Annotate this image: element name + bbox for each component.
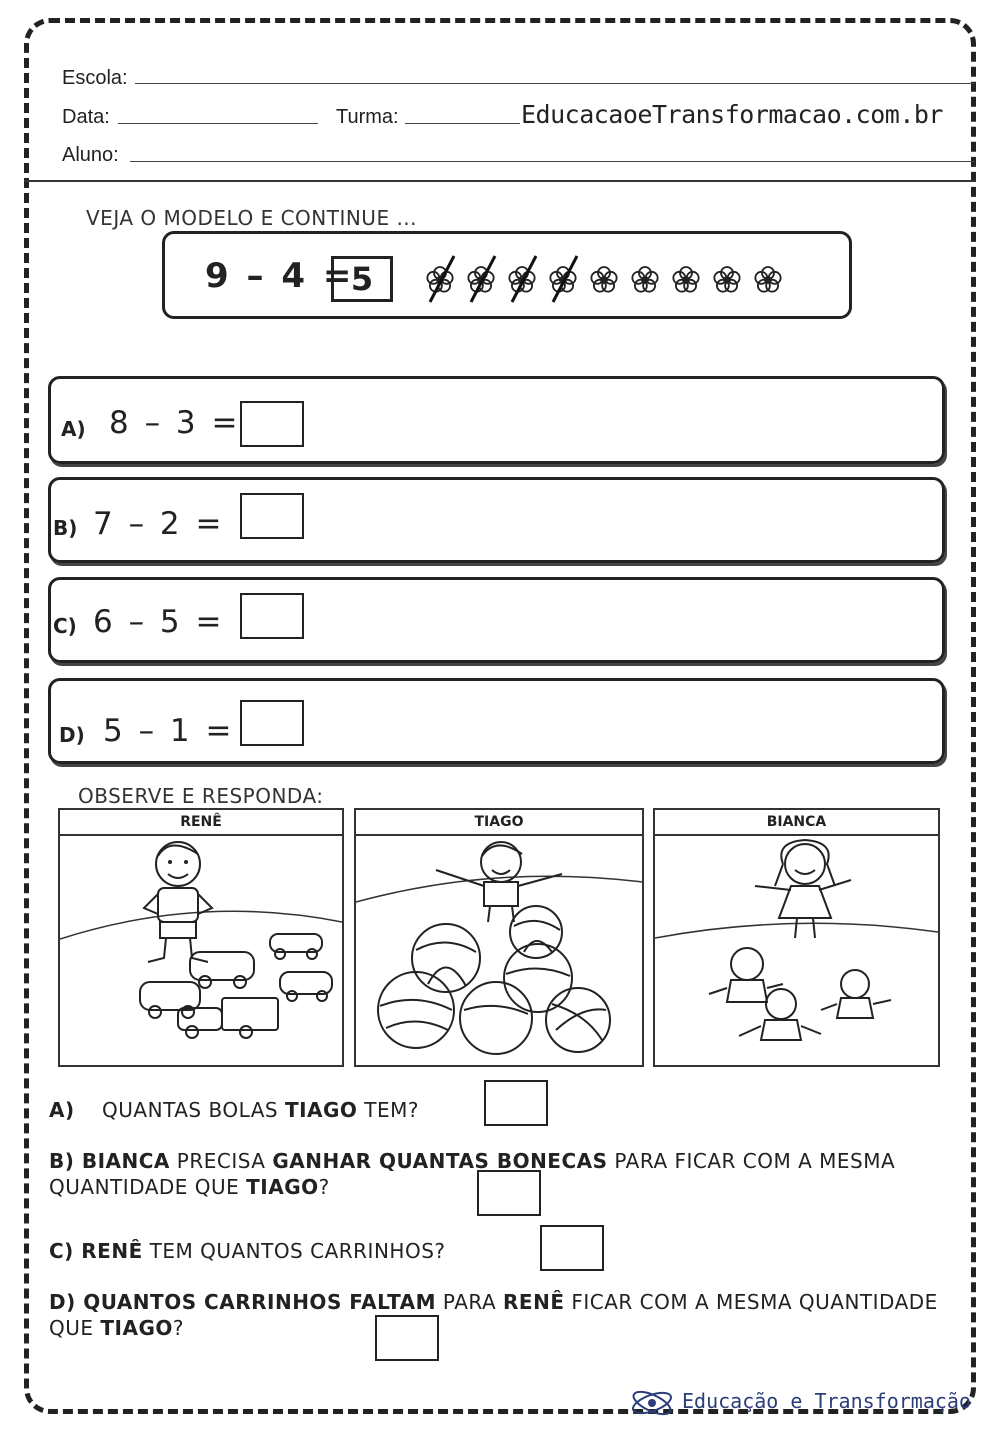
- exercise-letter: A): [61, 417, 86, 441]
- question-text-segment: RENÊ: [503, 1290, 565, 1314]
- cross-out-stroke: [471, 256, 495, 302]
- exercise-d: [48, 678, 945, 764]
- question-text-segment: GANHAR QUANTAS BONECAS: [272, 1149, 608, 1173]
- exercise-c: [48, 577, 945, 663]
- model-answer: 5: [331, 256, 393, 302]
- exercise-a: [48, 376, 945, 464]
- header-divider: [24, 180, 976, 182]
- answer-box-d[interactable]: [240, 700, 304, 746]
- question-a-answer-box[interactable]: [484, 1080, 548, 1126]
- data-field[interactable]: [118, 123, 318, 124]
- observe-instruction: OBSERVE E RESPONDA:: [78, 784, 324, 808]
- question-text-segment: TEM QUANTOS CARRINHOS?: [142, 1239, 446, 1263]
- question-text-segment: C) RENÊ: [49, 1239, 143, 1263]
- exercise-b: [48, 477, 945, 563]
- escola-label: Escola:: [62, 67, 128, 89]
- exercise-letter: C): [53, 614, 77, 638]
- exercise-equation: 5 – 1 =: [103, 713, 235, 749]
- answer-box-a[interactable]: [240, 401, 304, 447]
- model-box: [162, 231, 852, 319]
- cross-out-stroke: [512, 256, 536, 302]
- flower-icon: [591, 267, 616, 292]
- footer-brand: Educação e Transformação: [682, 1389, 971, 1413]
- aluno-label: Aluno:: [62, 144, 119, 166]
- exercise-equation: 7 – 2 =: [93, 506, 225, 542]
- question-text-segment: A): [49, 1098, 75, 1122]
- question-text-segment: TEM?: [357, 1098, 420, 1122]
- cross-out-stroke: [430, 256, 454, 302]
- tiago-balls-illustration: [356, 834, 642, 1064]
- flower-row: [420, 252, 800, 304]
- bianca-dolls-illustration: [655, 834, 938, 1064]
- question-text-segment: B) BIANCA: [49, 1149, 170, 1173]
- flower-icon: [468, 256, 495, 302]
- question-b-answer-box[interactable]: [477, 1170, 541, 1216]
- flower-icon: [673, 267, 698, 292]
- site-url: EducacaoeTransformacao.com.br: [521, 100, 943, 129]
- turma-label: Turma:: [336, 106, 399, 128]
- question-text-segment: PARA: [436, 1290, 504, 1314]
- flower-icon: [755, 267, 780, 292]
- panel-title: RENÊ: [60, 810, 342, 836]
- question-text-segment: ?: [318, 1175, 330, 1199]
- question-text-segment: D) QUANTOS CARRINHOS FALTAM: [49, 1290, 437, 1314]
- flower-icon: [550, 256, 577, 302]
- question-d: [49, 1289, 949, 1341]
- question-text-segment: ?: [172, 1316, 184, 1340]
- flower-icon: [427, 256, 454, 302]
- rene-cars-illustration: [60, 834, 342, 1064]
- question-text-segment: QUANTAS BOLAS: [74, 1098, 285, 1122]
- panel-title: TIAGO: [356, 810, 642, 836]
- exercise-letter: D): [59, 723, 85, 747]
- flower-icon: [632, 267, 657, 292]
- question-text-segment: TIAGO: [284, 1098, 358, 1122]
- turma-field[interactable]: [405, 123, 520, 124]
- exercise-equation: 6 – 5 =: [93, 604, 225, 640]
- cross-out-stroke: [553, 256, 577, 302]
- question-c: [49, 1238, 549, 1264]
- question-d-answer-box[interactable]: [375, 1315, 439, 1361]
- panel-title: BIANCA: [655, 810, 938, 836]
- answer-box-b[interactable]: [240, 493, 304, 539]
- question-a: [49, 1097, 499, 1123]
- aluno-field[interactable]: [130, 161, 975, 162]
- answer-box-c[interactable]: [240, 593, 304, 639]
- question-text-segment: FICAR COM A MESMA QUANTIDADE QUE: [49, 1290, 945, 1340]
- escola-field[interactable]: [135, 83, 975, 84]
- panel-tiago: [354, 808, 644, 1067]
- exercise-equation: 8 – 3 =: [109, 405, 241, 441]
- question-text-segment: TIAGO: [246, 1175, 319, 1199]
- model-equation: 9 – 4 =: [205, 256, 355, 296]
- question-c-answer-box[interactable]: [540, 1225, 604, 1271]
- question-text-segment: PARA FICAR COM A MESMA QUANTIDADE QUE: [49, 1149, 903, 1199]
- data-label: Data:: [62, 106, 110, 128]
- flower-icon: [714, 267, 739, 292]
- panel-rene: [58, 808, 344, 1067]
- question-text-segment: PRECISA: [169, 1149, 273, 1173]
- exercise-letter: B): [53, 516, 78, 540]
- model-instruction: VEJA O MODELO E CONTINUE ...: [86, 206, 418, 230]
- question-text-segment: TIAGO: [100, 1316, 173, 1340]
- panel-bianca: [653, 808, 940, 1067]
- brand-logo-icon: [628, 1386, 676, 1420]
- flower-icon: [509, 256, 536, 302]
